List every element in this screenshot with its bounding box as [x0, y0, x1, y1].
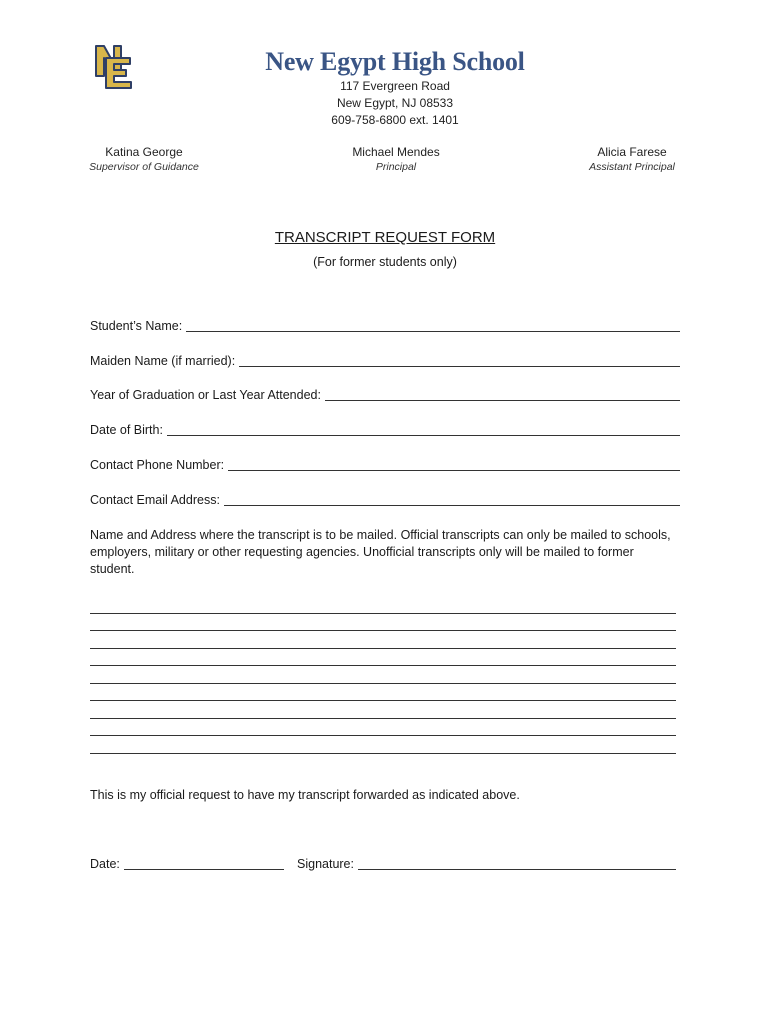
staff-principal	[296, 145, 496, 175]
signature-input[interactable]	[358, 857, 676, 870]
request-declaration: This is my official request to have my transcript forwarded as indicated above.	[90, 788, 520, 802]
field-label: Year of Graduation or Last Year Attended:	[90, 388, 321, 402]
field-label: Date of Birth:	[90, 423, 163, 437]
staff-supervisor	[44, 145, 244, 175]
contact-phone-input[interactable]	[228, 458, 680, 471]
contact-email-field	[90, 492, 680, 508]
graduation-year-field	[90, 387, 680, 403]
mailing-instructions: Name and Address where the transcript is to be mailed. Official transcripts can only be mailed to schools, employers, military or other requesting agencies. Unofficial transcripts only will be mailed to former student.	[90, 528, 671, 576]
mailing-address-line[interactable]	[90, 631, 676, 649]
staff-role: Assistant Principal	[589, 161, 675, 173]
staff-role: Supervisor of Guidance	[89, 161, 199, 173]
field-label: Contact Email Address:	[90, 493, 220, 507]
school-phone: 609-758-6800 ext. 1401	[331, 113, 459, 127]
school-header	[0, 46, 770, 129]
staff-role: Principal	[375, 161, 417, 173]
date-of-birth-input[interactable]	[167, 423, 680, 436]
maiden-name-field	[90, 353, 680, 369]
mailing-address-lines	[90, 596, 676, 754]
date-input[interactable]	[124, 857, 284, 870]
staff-name: Alicia Farese	[597, 145, 667, 159]
contact-phone-field	[90, 457, 680, 473]
staff-name: Michael Mendes	[352, 145, 440, 159]
field-label: Contact Phone Number:	[90, 458, 225, 472]
maiden-name-input[interactable]	[239, 354, 680, 367]
staff-assistant-principal	[532, 145, 732, 175]
mailing-address-line[interactable]	[90, 614, 676, 632]
school-name: New Egypt High School	[265, 47, 525, 76]
signature-field	[297, 856, 676, 872]
mailing-address-line[interactable]	[90, 684, 676, 702]
date-label: Date:	[90, 857, 120, 871]
mailing-address-line[interactable]	[90, 649, 676, 667]
address-line-2: New Egypt, NJ 08533	[336, 96, 454, 110]
mailing-address-line[interactable]	[90, 719, 676, 737]
signature-label: Signature:	[297, 857, 354, 871]
mailing-address-line[interactable]	[90, 596, 676, 614]
address-line-1: 117 Evergreen Road	[340, 79, 450, 93]
form-subtitle: (For former students only)	[313, 255, 457, 269]
staff-name: Katina George	[105, 145, 183, 159]
mailing-address-line[interactable]	[90, 701, 676, 719]
date-of-birth-field	[90, 422, 680, 438]
graduation-year-input[interactable]	[325, 388, 680, 401]
field-label: Maiden Name (if married):	[90, 354, 236, 368]
mailing-address-line[interactable]	[90, 666, 676, 684]
date-field	[90, 856, 284, 872]
field-label: Student’s Name:	[90, 319, 183, 333]
form-title: TRANSCRIPT REQUEST FORM	[274, 229, 496, 246]
student-name-field	[90, 318, 680, 334]
student-name-input[interactable]	[186, 319, 680, 332]
contact-email-input[interactable]	[224, 493, 680, 506]
mailing-address-line[interactable]	[90, 736, 676, 754]
